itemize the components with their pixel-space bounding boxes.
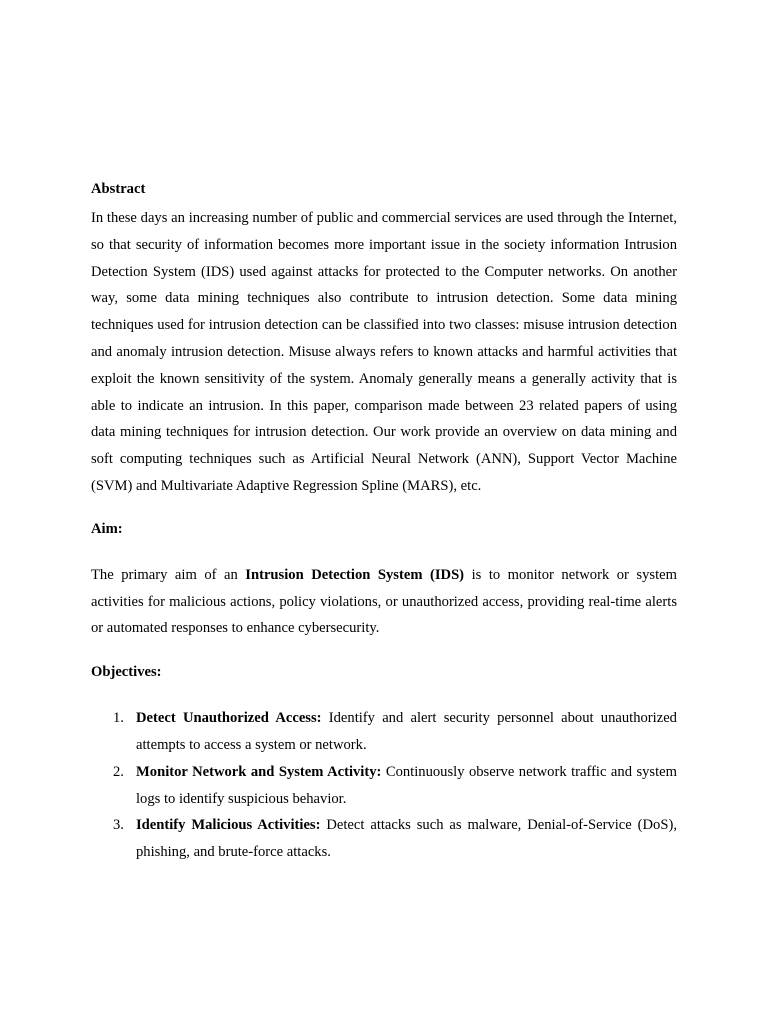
objective-label: Detect Unauthorized Access: bbox=[136, 710, 322, 727]
objective-item-3 bbox=[91, 812, 677, 866]
objective-label: Identify Malicious Activities: bbox=[136, 817, 321, 834]
aim-text-after: is to monitor network or system activities for malicious actions, policy violations, or unauthorized access, providing real-time alerts or automated responses to enhance cybersecurity. bbox=[91, 566, 677, 637]
objective-text: Continuously observe network traffic and system logs to identify suspicious behavior. bbox=[136, 763, 677, 807]
aim-heading: Aim: bbox=[91, 520, 123, 537]
objectives-heading: Objectives: bbox=[91, 664, 162, 681]
objective-text: Identify and alert security personnel about unauthorized attempts to access a system or network. bbox=[136, 710, 677, 753]
abstract-heading: Abstract bbox=[91, 181, 146, 197]
abstract-body: In these days an increasing number of public and commercial services are used through the Internet, so that security of information becomes more important issue in the society information Intrusion Detection System (IDS) used against attacks for protected to the Computer networks. On another way, some data mining techniques also contribute to intrusion detection. Some data mining techniques used for intrusion detection can be classified into two classes: misuse intrusion detection and anomaly intrusion detection. Misuse always refers to known attacks and harmful activities that exploit the known sensitivity of the system. Anomaly generally means a generally activity that is able to indicate an intrusion. In this paper, comparison made between 23 related papers of using data mining techniques for intrusion detection. Our work provide an overview on data mining and soft computing techniques such as Artificial Neural Network (ANN), Support Vector Machine (SVM) and Multivariate Adaptive Regression Spline (MARS), etc. bbox=[91, 210, 677, 494]
aim-text-before: The primary aim of an bbox=[91, 566, 246, 583]
objective-number: 2. bbox=[113, 763, 124, 780]
objective-label: Monitor Network and System Activity: bbox=[136, 763, 382, 780]
objective-item-2 bbox=[91, 759, 677, 813]
objective-number: 3. bbox=[113, 817, 124, 834]
objectives-list bbox=[91, 705, 677, 866]
objective-text: Detect attacks such as malware, Denial-of-Service (DoS), phishing, and brute-force attacks. bbox=[136, 817, 677, 861]
objective-item-1 bbox=[91, 705, 677, 759]
aim-bold-term: Intrusion Detection System (IDS) bbox=[245, 566, 465, 583]
aim-body bbox=[91, 562, 677, 642]
objective-number: 1. bbox=[113, 710, 124, 727]
